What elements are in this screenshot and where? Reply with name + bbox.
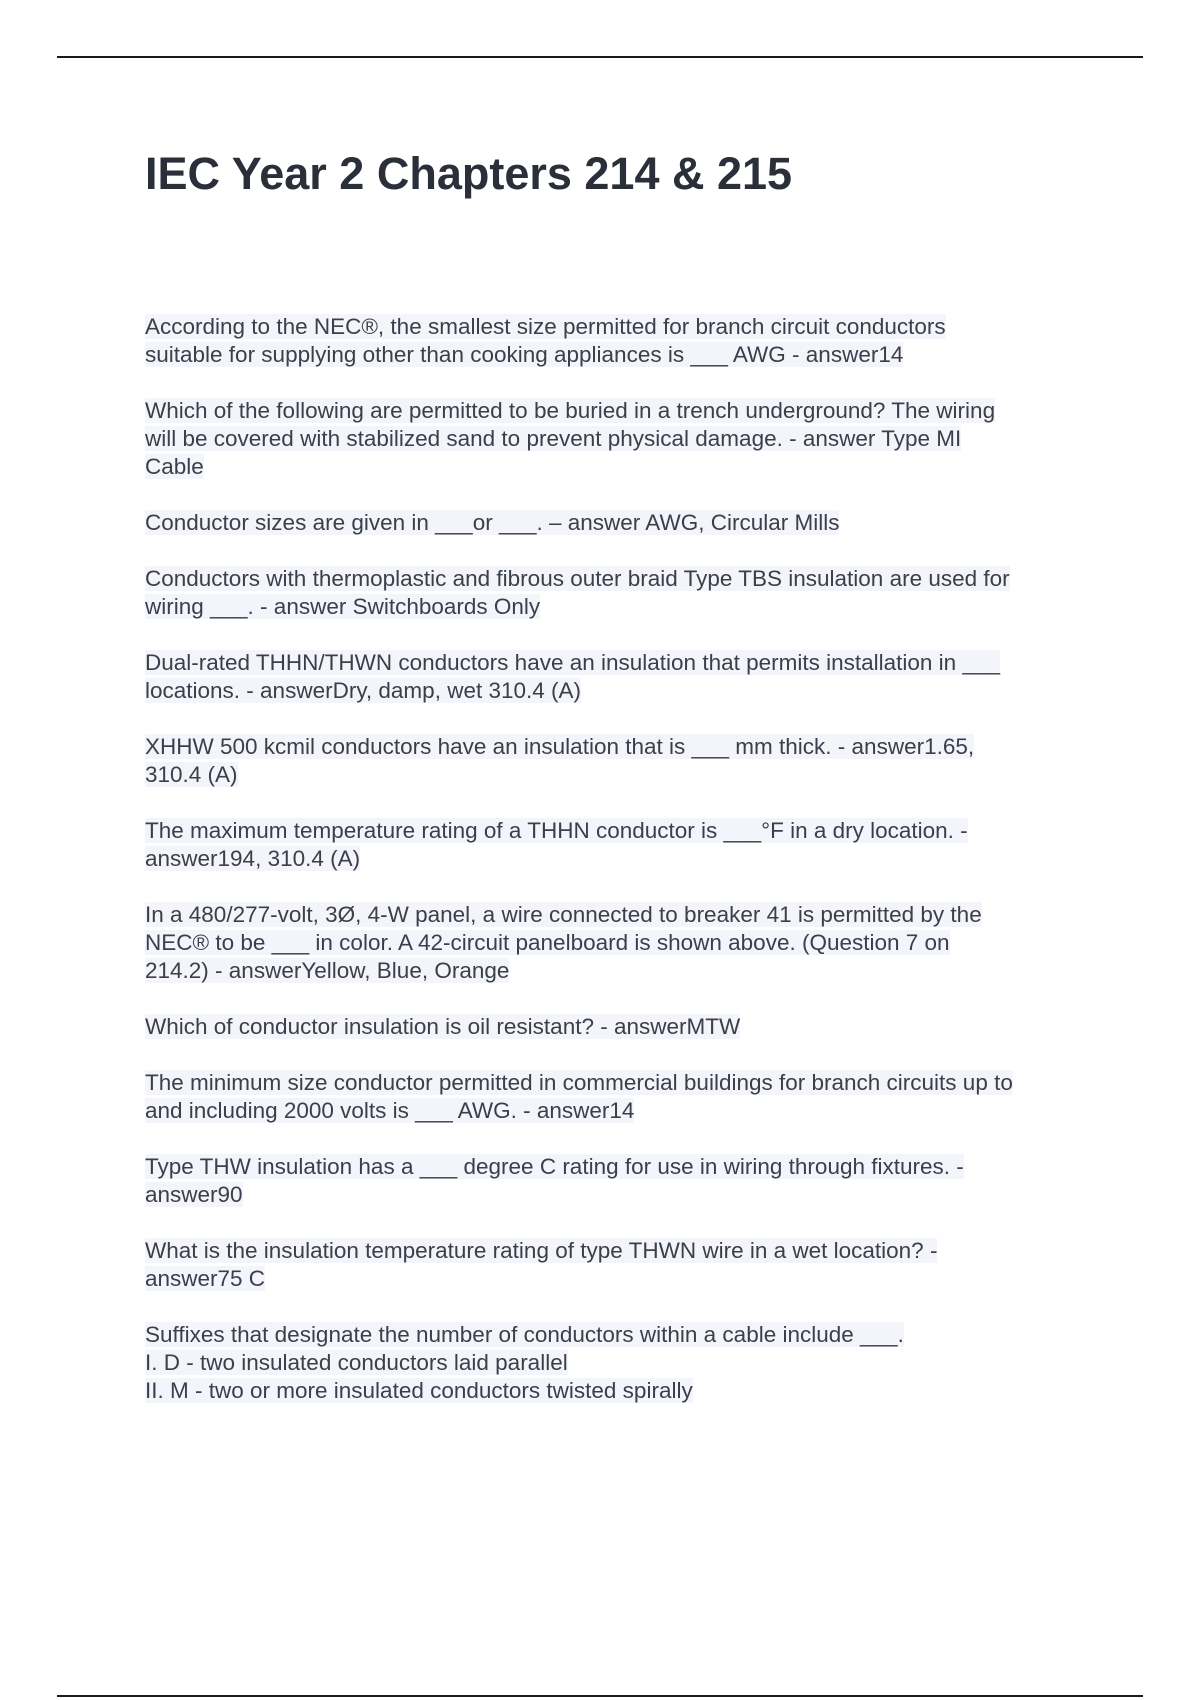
question-line: locations. - answerDry, damp, wet 310.4 (A) <box>145 678 582 703</box>
question-line: and including 2000 volts is ___ AWG. - answer14 <box>145 1098 635 1123</box>
question-line: wiring ___. - answer Switchboards Only <box>145 594 541 619</box>
question-line: Which of the following are permitted to be buried in a trench underground? The wiring <box>145 398 996 423</box>
question-line: Which of conductor insulation is oil resistant? - answerMTW <box>145 1014 741 1039</box>
question-line: In a 480/277-volt, 3Ø, 4-W panel, a wire connected to breaker 41 is permitted by the <box>145 902 982 927</box>
question-item-2 <box>145 397 1080 481</box>
question-line: What is the insulation temperature rating of type THWN wire in a wet location? - <box>145 1238 938 1263</box>
page-title: IEC Year 2 Chapters 214 & 215 <box>145 148 793 199</box>
question-item-11 <box>145 1153 1080 1209</box>
question-line: 310.4 (A) <box>145 762 238 787</box>
question-item-4 <box>145 565 1080 621</box>
question-line: answer75 C <box>145 1266 266 1291</box>
question-line: Dual-rated THHN/THWN conductors have an insulation that permits installation in ___ <box>145 650 1000 675</box>
question-list <box>145 313 1080 1433</box>
question-item-8 <box>145 901 1080 985</box>
question-line: The maximum temperature rating of a THHN conductor is ___°F in a dry location. - <box>145 818 968 843</box>
question-item-12 <box>145 1237 1080 1293</box>
question-line: Conductor sizes are given in ___or ___. – answer AWG, Circular Mills <box>145 510 840 535</box>
question-line: I. D - two insulated conductors laid parallel <box>145 1350 568 1375</box>
question-item-1 <box>145 313 1080 369</box>
top-rule <box>57 56 1143 58</box>
question-line: will be covered with stabilized sand to prevent physical damage. - answer Type MI <box>145 426 962 451</box>
question-line: answer90 <box>145 1182 243 1207</box>
question-line: XHHW 500 kcmil conductors have an insulation that is ___ mm thick. - answer1.65, <box>145 734 975 759</box>
question-line: II. M - two or more insulated conductors twisted spirally <box>145 1378 693 1403</box>
question-item-7 <box>145 817 1080 873</box>
question-line: answer194, 310.4 (A) <box>145 846 361 871</box>
question-item-6 <box>145 733 1080 789</box>
question-line: Type THW insulation has a ___ degree C rating for use in wiring through fixtures. - <box>145 1154 964 1179</box>
question-item-10 <box>145 1069 1080 1125</box>
question-line: According to the NEC®, the smallest size permitted for branch circuit conductors <box>145 314 946 339</box>
question-line: The minimum size conductor permitted in commercial buildings for branch circuits up to <box>145 1070 1013 1095</box>
question-item-9 <box>145 1013 1080 1041</box>
question-item-5 <box>145 649 1080 705</box>
question-line: 214.2) - answerYellow, Blue, Orange <box>145 958 510 983</box>
question-line: suitable for supplying other than cooking appliances is ___ AWG - answer14 <box>145 342 904 367</box>
question-item-13 <box>145 1321 1080 1405</box>
bottom-rule <box>57 1695 1143 1697</box>
question-item-3 <box>145 509 1080 537</box>
question-line: Cable <box>145 454 204 479</box>
question-line: NEC® to be ___ in color. A 42-circuit panelboard is shown above. (Question 7 on <box>145 930 950 955</box>
question-line: Suffixes that designate the number of conductors within a cable include ___. <box>145 1322 904 1347</box>
question-line: Conductors with thermoplastic and fibrous outer braid Type TBS insulation are used for <box>145 566 1010 591</box>
